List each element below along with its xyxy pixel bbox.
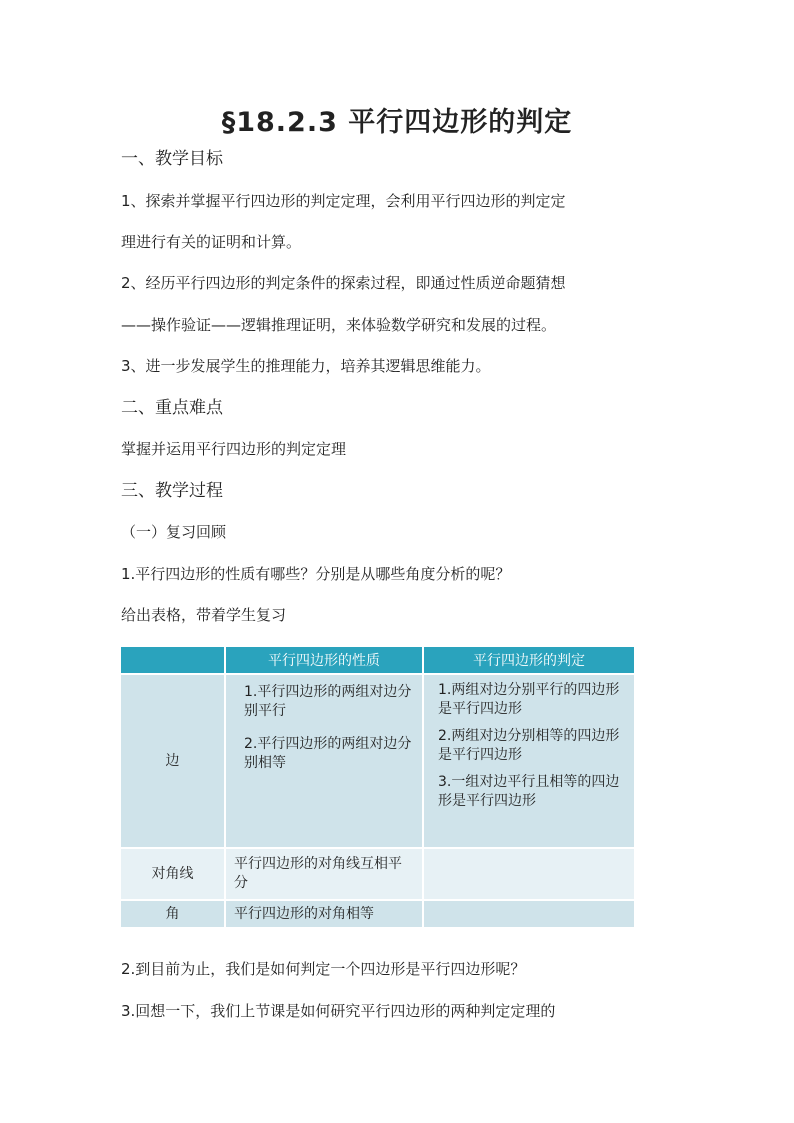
question-1-note: 给出表格，带着学生复习 <box>121 606 287 624</box>
question-1: 1.平行四边形的性质有哪些？分别是从哪些角度分析的呢？ <box>121 565 511 583</box>
criterion-item: 2.两组对边分别相等的四边形是平行四边形 <box>438 728 620 763</box>
row-label-side: 边 <box>121 674 225 848</box>
criterion-item: 3.一组对边平行且相等的四边形是平行四边形 <box>438 774 620 809</box>
property-item: 1.平行四边形的两组对边分别平行 <box>244 684 412 719</box>
review-table <box>121 647 636 927</box>
row-label-diagonal: 对角线 <box>121 848 225 900</box>
property-item: 2.平行四边形的两组对边分别相等 <box>244 736 412 771</box>
goal-2-line-2: ——操作验证——逻辑推理证明，来体验数学研究和发展的过程。 <box>121 316 557 334</box>
table-header-row <box>121 647 635 674</box>
table-header-cell: 平行四边形的判定 <box>423 647 635 674</box>
goal-1-line-1: 1、探索并掌握平行四边形的判定定理，会利用平行四边形的判定定 <box>121 192 566 210</box>
table-row <box>121 674 635 848</box>
criteria-cell-diagonal <box>423 848 635 900</box>
section-heading-goals: 一、教学目标 <box>121 149 223 169</box>
row-label-angle: 角 <box>121 900 225 927</box>
table-header-cell <box>121 647 225 674</box>
table-header-cell: 平行四边形的性质 <box>225 647 423 674</box>
section-heading-process: 三、教学过程 <box>121 481 223 501</box>
goal-3: 3、进一步发展学生的推理能力，培养其逻辑思维能力。 <box>121 357 491 375</box>
page-title: §18.2.3 平行四边形的判定 <box>221 107 573 138</box>
goal-2-line-1: 2、经历平行四边形的判定条件的探索过程，即通过性质逆命题猜想 <box>121 274 566 292</box>
table-row <box>121 848 635 900</box>
property-cell-angle: 平行四边形的对角相等 <box>225 900 423 927</box>
goal-1-line-2: 理进行有关的证明和计算。 <box>121 233 302 251</box>
table-row <box>121 900 635 927</box>
criterion-item: 1.两组对边分别平行的四边形是平行四边形 <box>438 682 620 717</box>
question-3: 3.回想一下，我们上节课是如何研究平行四边形的两种判定定理的 <box>121 1002 556 1020</box>
properties-cell-side <box>225 674 423 848</box>
property-cell-diagonal: 平行四边形的对角线互相平分 <box>225 848 423 900</box>
key-points-text: 掌握并运用平行四边形的判定定理 <box>121 440 347 458</box>
criteria-cell-angle <box>423 900 635 927</box>
subsection-review: （一）复习回顾 <box>121 523 227 541</box>
section-heading-key-points: 二、重点难点 <box>121 398 223 418</box>
criteria-cell-side <box>423 674 635 848</box>
question-2: 2.到目前为止，我们是如何判定一个四边形是平行四边形呢？ <box>121 960 526 978</box>
